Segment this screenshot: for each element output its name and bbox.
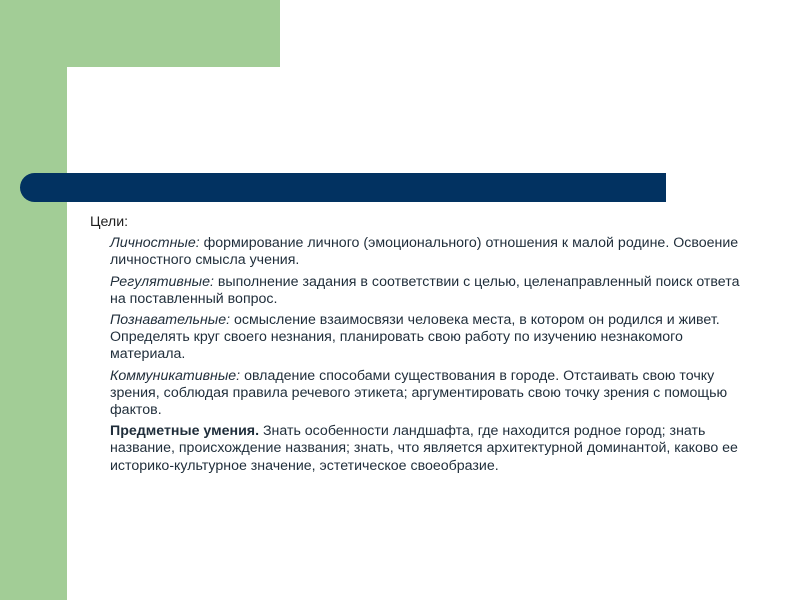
- goal-cognitive-text: осмысление взаимосвязи человека места, в котором он родился и живет. Определять круг своего незнания, планировать свою работу по изучению незнакомого материала.: [110, 312, 720, 363]
- goal-subject-skills-text: Знать особенности ландшафта, где находится родное город; знать название, происхождение названия; знать, что является архитектурной доминантой, каково ее историко-культурное значение, эстетическое своеобразие.: [110, 423, 738, 474]
- goal-subject-skills: [110, 423, 750, 475]
- goal-subject-skills-lead: Предметные умения.: [110, 423, 260, 440]
- slide-body: [90, 214, 750, 479]
- goal-personal-text: формирование личного (эмоционального) отношения к малой родине. Освоение личностного смысла учения.: [110, 235, 739, 269]
- goal-regulatory-lead: Регулятивные:: [110, 273, 214, 290]
- goal-cognitive-lead: Познавательные:: [110, 312, 231, 329]
- goal-personal: [110, 235, 750, 269]
- goal-cognitive: [110, 312, 750, 364]
- goal-personal-lead: Личностные:: [110, 235, 200, 252]
- goal-regulatory: [110, 274, 750, 308]
- goal-regulatory-text: выполнение задания в соответствии с целью, целенаправленный поиск ответа на поставленный вопрос.: [110, 273, 740, 307]
- goal-communicative-lead: Коммуникативные:: [110, 367, 241, 384]
- decorative-green-band: [0, 0, 67, 600]
- title-bar: [20, 173, 666, 202]
- goal-communicative-text: овладение способами существования в городе. Отстаивать свою точку зрения, соблюдая правила речевого этикета; аргументировать свою точку зрения с помощью фактов.: [110, 367, 728, 419]
- goal-communicative: [110, 368, 750, 420]
- goals-heading: Цели:: [90, 214, 129, 230]
- decorative-green-block: [0, 0, 280, 67]
